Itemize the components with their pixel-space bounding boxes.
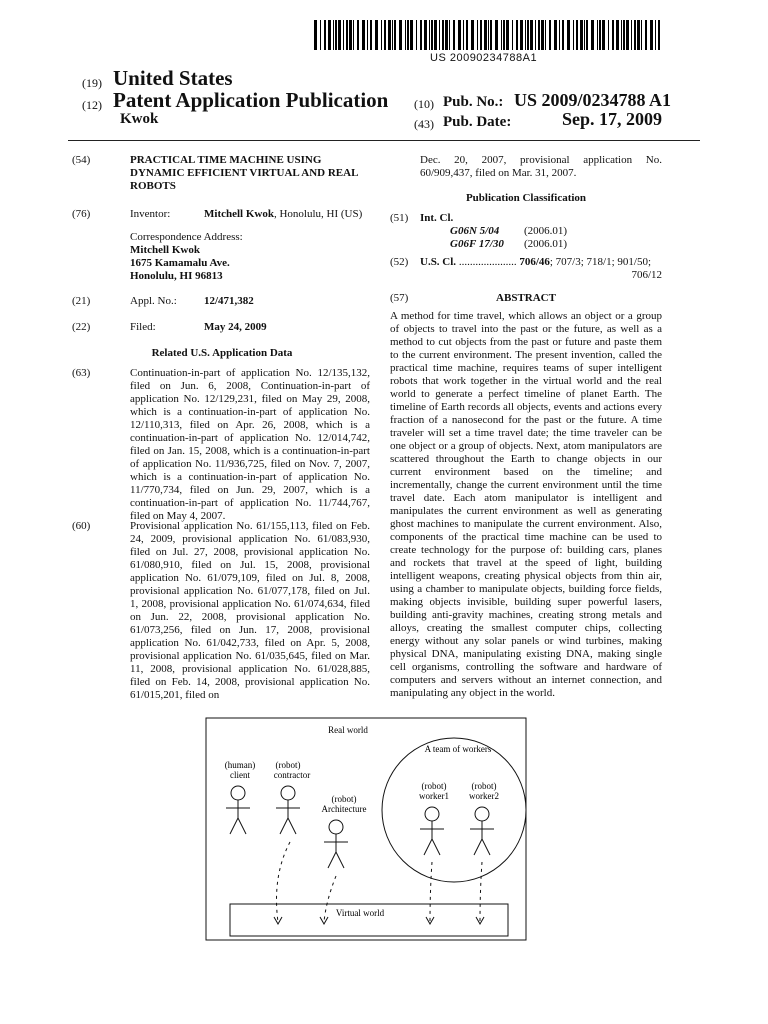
barcode [314, 20, 662, 50]
team-label: A team of workers [424, 744, 492, 754]
client-figure [226, 786, 250, 834]
int-cl-2-date: (2006.01) [524, 238, 568, 250]
worker2-figure [470, 807, 494, 855]
int-cl-code: (51) [390, 212, 409, 224]
title-code: (54) [72, 154, 91, 166]
pub-type: Patent Application Publication [113, 88, 389, 112]
appl-code: (21) [72, 295, 91, 307]
appl-label: Appl. No.: [130, 295, 177, 307]
contractor-name: contractor [273, 770, 311, 780]
worker1-figure [420, 807, 444, 855]
architecture-figure [324, 820, 348, 868]
prov-code: (60) [72, 520, 91, 532]
int-cl-label: Int. Cl. [420, 212, 454, 224]
us-cl-dots: ..................... [456, 256, 517, 268]
cip-text: Continuation-in-part of application No. 12/135,132, filed on Jun. 6, 2008, Continuation-in-part of application No. 12/129,231, filed on May 29, 2008, which is a continuation-in-part of application No. 12/110,313, filed on Apr. 26, 2008, which is a continuation-in-part of application No. 12/014,742, filed on Jan. 15, 2008, which is a continuation-in-part of application No. 11/936,725, filed on Nov. 7, 2007, which is a continuation-in-part of application No. 11/770,734, filed on Jun. 29, 2007, which is a continuation-in-part of application No. 11/744,767, filed on May 4, 2007. [130, 367, 370, 522]
related-heading: Related U.S. Application Data [151, 347, 293, 359]
worker1-name: worker1 [419, 791, 449, 801]
architecture-role: (robot) [331, 794, 357, 804]
appl-number: 12/471,382 [204, 295, 254, 307]
arrowheads [274, 917, 484, 924]
contractor-figure [276, 786, 300, 834]
us-cl-rest2: 706/12 [631, 269, 662, 281]
int-cl-1-date: (2006.01) [524, 225, 568, 237]
worker-team-circle [382, 738, 526, 882]
virtual-world-label: Virtual world [335, 908, 385, 918]
country-code: (19) [82, 76, 102, 90]
inventor-code: (76) [72, 208, 91, 220]
worker2-name: worker2 [469, 791, 499, 801]
filed-code: (22) [72, 321, 91, 333]
client-role: (human) [224, 760, 256, 770]
client-name: client [230, 770, 250, 780]
filed-label: Filed: [130, 321, 156, 333]
real-world-label: Real world [328, 725, 368, 735]
inventor [204, 208, 362, 221]
correspondence-label: Correspondence Address: [130, 231, 243, 243]
contractor-role: (robot) [275, 760, 301, 770]
inventor-label: Inventor: [130, 208, 171, 220]
us-cl-rest: ; 707/3; 718/1; 901/50; [549, 256, 652, 268]
int-cl-2: G06F 17/30 [450, 238, 504, 250]
abstract-heading: ABSTRACT [496, 292, 556, 304]
pub-date-code: (43) [414, 117, 434, 131]
us-cl-label: U.S. Cl. [420, 256, 457, 268]
inventor-location: , Honolulu, HI (US) [273, 208, 363, 220]
pub-no-code: (10) [414, 97, 434, 111]
int-cl-1: G06N 5/04 [450, 225, 500, 237]
us-cl-code: (52) [390, 256, 409, 268]
correspondence-name: Mitchell Kwok [130, 244, 200, 256]
cip-code: (63) [72, 367, 91, 379]
applicant-short: Kwok [120, 111, 159, 127]
worker2-role: (robot) [471, 781, 497, 791]
pub-date-label: Pub. Date: [443, 114, 512, 130]
correspondence-city: Honolulu, HI 96813 [130, 270, 223, 282]
figure-diagram [200, 716, 532, 942]
prov-text: Provisional application No. 61/155,113, filed on Feb. 24, 2009, provisional application No. 61/083,930, filed on Jul. 27, 2008, provisional application No. 61/080,910, filed on Jul. 15, 2008, provisional application No. 61/079,109, filed on Jul. 8, 2008, provisional application No. 61/077,178, filed on Jul. 1, 2008, provisional application No. 61/074,634, filed on Jun. 22, 2008, provisional application No. 61/073,256, filed on Jun. 17, 2008, provisional application No. 61/042,733, filed on Apr. 5, 2008, provisional application No. 61/035,645, filed on Mar. 11, 2008, provisional application No. 61/028,885, filed on Feb. 14, 2008, provisional application No. 61/015,201, filed on [130, 520, 370, 701]
abstract-text: A method for time travel, which allows an object or a group of objects to travel into the past or the future, as well as a method to cut objects from the past or future and paste them to the current environment. The present invention, called the practical time machine, requires teams of super intelligent robots that work together in the virtual world and the real world to generate a perfect timeline of planet Earth. The timeline of Earth records all objects, events and actions every fraction of a nanosecond for the past or the future. A time traveler will set a time travel date; the time traveler can be one object or a group of objects. Next, atom manipulators are scattered throughout the Earth to change objects in our current environment based on the timeline; and incrementally, change the current environment until the time travel date. Each atom manipulator is intelligent and manipulates the current environment as well as generating ghost machines to manipulate the current environment. Also, components of the practical time machine can be used to create technology for the purpose of: building cars, planes and rockets that travel at the speed of light, building intelligent weapons, creating physical objects from thin air, using a chamber to manipulate objects, building force fields, making objects invisible, building super powerful lasers, building anti-gravity machines, creating strong metals and alloys, creating the smallest computer chips, collecting energy without any solar panels or wind turbines, making physical DNA, manipulating existing DNA, making single cell organisms, controlling the software and hardware of computers and servers without an internet connection, and manipulating any object in the world. [390, 310, 662, 699]
pub-no: US 2009/0234788 A1 [514, 90, 672, 110]
country: United States [113, 66, 233, 90]
pub-no-label: Pub. No.: [443, 94, 504, 110]
barcode-number: US 20090234788A1 [430, 52, 538, 64]
pub-date: Sep. 17, 2009 [562, 109, 663, 129]
us-cl-primary: 706/46 [519, 256, 550, 268]
correspondence-street: 1675 Kamamalu Ave. [130, 257, 230, 269]
classification-heading: Publication Classification [465, 192, 587, 204]
inventor-name: Mitchell Kwok [204, 208, 274, 220]
filed-date: May 24, 2009 [204, 321, 267, 333]
pub-type-code: (12) [82, 98, 102, 112]
abstract-code: (57) [390, 292, 409, 304]
prov-continued: Dec. 20, 2007, provisional application No. 60/909,437, filed on Mar. 31, 2007. [420, 154, 662, 179]
header-rule [68, 140, 700, 141]
architecture-name: Architecture [321, 804, 367, 814]
invention-title: PRACTICAL TIME MACHINE USING DYNAMIC EFFICIENT VIRTUAL AND REAL ROBOTS [130, 154, 358, 192]
worker1-role: (robot) [421, 781, 447, 791]
us-cl [420, 256, 662, 269]
